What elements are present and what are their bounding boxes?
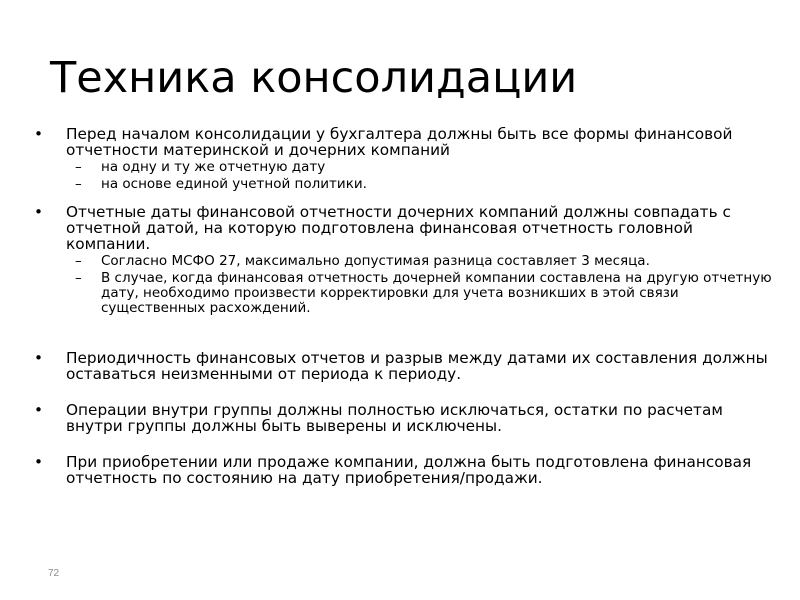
sub-text: на одну и ту же отчетную дату [101, 159, 326, 175]
sub-list [66, 160, 774, 192]
sub-marker: – [75, 159, 82, 175]
bullet-text: При приобретении или продаже компании, должна быть подготовлена финансовая отчетность по состоянию на дату приобретения/продажи. [66, 453, 752, 487]
bullet-marker: • [34, 401, 44, 419]
bullet-item [34, 126, 774, 192]
sub-item [66, 177, 774, 192]
bullet-item [34, 454, 774, 486]
bullet-marker: • [34, 349, 44, 367]
sub-text: Согласно МСФО 27, максимально допустимая разница составляет 3 месяца. [101, 253, 650, 269]
bullet-marker: • [34, 203, 44, 221]
sub-text: В случае, когда финансовая отчетность дочерней компании составлена на другую отчетную дату, необходимо произвести корректировки для учета возникших в этой связи существенных расхождений. [101, 270, 772, 316]
bullet-item [34, 350, 774, 382]
bullet-list [34, 126, 774, 486]
bullet-text: Операции внутри группы должны полностью исключаться, остатки по расчетам внутри группы должны быть выверены и исключены. [66, 401, 723, 435]
bullet-marker: • [34, 125, 44, 143]
sub-marker: – [75, 270, 82, 286]
bullet-item [34, 204, 774, 316]
bullet-text: Отчетные даты финансовой отчетности дочерних компаний должны совпадать с отчетной датой, на которую подготовлена финансовая отчетность головной компании. [66, 203, 731, 253]
bullet-marker: • [34, 453, 44, 471]
sub-item [66, 271, 774, 316]
bullet-text: Периодичность финансовых отчетов и разрыв между датами их составления должны оставаться неизменными от периода к периоду. [66, 349, 768, 383]
sub-marker: – [75, 253, 82, 269]
sub-item [66, 254, 774, 269]
sub-marker: – [75, 176, 82, 192]
bullet-item [34, 402, 774, 434]
bullet-text: Перед началом консолидации у бухгалтера должны быть все формы финансовой отчетности материнской и дочерних компаний [66, 125, 733, 159]
sub-item [66, 160, 774, 175]
sub-text: на основе единой учетной политики. [101, 176, 367, 192]
slide-title: Техника консолидации [50, 53, 578, 103]
slide-number: 72 [48, 568, 60, 579]
sub-list [66, 254, 774, 316]
